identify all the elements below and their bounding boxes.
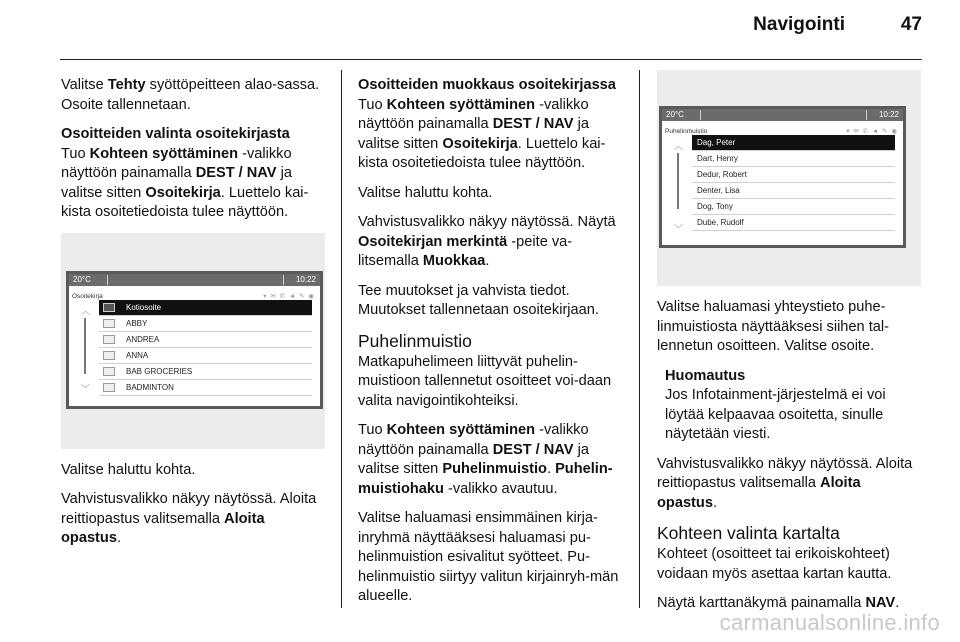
list-item[interactable]	[99, 332, 312, 348]
column-2	[358, 76, 624, 617]
contact-list	[692, 135, 895, 231]
status-bar: 20°C 10:22	[662, 109, 903, 121]
paragraph: Näytä karttanäkymä painamalla NAV.	[657, 595, 900, 611]
note-box	[665, 367, 921, 445]
status-bar: 20°C 10:22	[69, 274, 320, 286]
section-heading: Puhelinmuistio	[358, 330, 472, 351]
contact-icon	[103, 383, 115, 392]
page-number: 47	[900, 14, 922, 35]
list-title: Osoitekirja	[72, 292, 103, 300]
chevron-down-icon: ﹀	[81, 384, 91, 394]
paragraph: Valitse haluttu kohta.	[358, 184, 493, 201]
paragraph: Vahvistusvalikko näkyy näytössä. Aloita reittiopastus valitsemalla Aloita opastus.	[61, 491, 317, 546]
infotainment-screen	[66, 271, 323, 409]
list-item-label: ANNA	[126, 350, 149, 360]
chevron-up-icon: ︿	[674, 141, 684, 151]
paragraph: Vahvistusvalikko näkyy näytössä. Näytä Osoitekirjan merkintä -peite va-litsemalla Muokkaa.	[358, 214, 616, 269]
list-item[interactable]	[692, 135, 895, 151]
scrollbar	[677, 153, 679, 209]
list-item[interactable]	[99, 348, 312, 364]
chevron-down-icon: ﹀	[674, 223, 684, 234]
list-item-label: Denter, Lisa	[697, 186, 740, 195]
list-item-label: Dube, Rudolf	[697, 218, 744, 227]
subheading: Osoitteiden muokkaus osoitekirjassa	[358, 77, 616, 93]
paragraph: Matkapuhelimeen liittyvät puhelin-muistioon tallennetut osoitteet voi-daan valita navigointikohteiksi.	[358, 353, 612, 409]
chevron-up-icon: ︿	[81, 305, 91, 316]
paragraph: Valitse haluamasi yhteystieto puhe-linmuistiosta näyttääksesi siihen tal-lennetun osoitteen. Valitse osoite.	[657, 299, 889, 354]
list-item[interactable]	[692, 199, 895, 215]
column-3	[657, 70, 921, 624]
note-text: Jos Infotainment-järjestelmä ei voi löytää kelpaavaa osoitetta, sinulle näytetään viesti.	[665, 387, 886, 442]
page-header	[0, 0, 960, 60]
list-item[interactable]	[99, 364, 312, 380]
list-item-label: ANDREA	[126, 334, 160, 344]
list-item[interactable]	[692, 183, 895, 199]
screenshot-phonebook	[657, 70, 921, 286]
paragraph: Kohteet (osoitteet tai erikoiskohteet) voidaan myös asettaa kartan kautta.	[657, 546, 892, 582]
list-item[interactable]	[692, 215, 895, 231]
list-item-label: Kotiosoite	[126, 302, 162, 312]
note-title: Huomautus	[665, 367, 746, 384]
list-item-label: BAB GROCERIES	[126, 366, 193, 376]
list-title: Puhelinmuistio	[665, 128, 708, 135]
paragraph: Osoitteiden valinta osoitekirjasta Tuo Kohteen syöttäminen -valikko näyttöön painamalla DEST / NAV ja valitse sitten Osoitekirja. Luettelo kai-kista osoitetiedoista tulee näyttöön.	[61, 126, 309, 220]
paragraph: Valitse haluttu kohta.	[61, 461, 196, 478]
list-item-label: Dart, Henry	[697, 154, 738, 163]
paragraph: Tuo Kohteen syöttäminen -valikko näyttöön painamalla DEST / NAV ja valitse sitten Puhelinmuistio. Puhelin-muistiohaku -valikko avautuu.	[358, 422, 613, 497]
paragraph: Tee muutokset ja vahvista tiedot. Muutokset tallennetaan osoitekirjaan.	[358, 282, 599, 318]
list-item-label: Dedur, Robert	[697, 170, 747, 179]
list-item-label: Dog, Tony	[697, 202, 733, 211]
list-item[interactable]	[99, 380, 312, 396]
paragraph: Vahvistusvalikko näkyy näytössä. Aloita reittiopastus valitsemalla Aloita opastus.	[657, 455, 913, 511]
screenshot-address-book	[61, 233, 325, 449]
watermark: carmanualsonline.info	[719, 610, 940, 635]
contact-icon	[103, 367, 115, 376]
address-list	[99, 300, 312, 396]
page-title: Navigointi	[753, 14, 845, 35]
list-item-label: Dag, Peter	[697, 138, 736, 147]
list-item[interactable]	[692, 167, 895, 183]
infotainment-screen	[659, 106, 906, 248]
contact-icon	[103, 303, 115, 312]
column-divider-1	[341, 70, 342, 608]
contact-icon	[103, 319, 115, 328]
status-icons: ▾ ✉ ✆ ◄ ✎ ◉	[846, 128, 898, 135]
contact-icon	[103, 351, 115, 360]
column-1	[61, 76, 323, 559]
list-item-label: ABBY	[126, 318, 148, 328]
column-divider-2	[639, 70, 640, 608]
header-rule	[60, 59, 922, 60]
section-heading: Kohteen valinta kartalta	[657, 523, 840, 543]
list-item[interactable]	[99, 300, 312, 316]
paragraph: Valitse Tehty syöttöpeitteen alao-sassa. Osoite tallennetaan.	[61, 77, 320, 113]
paragraph: Valitse haluamasi ensimmäinen kirja-inryhmä näyttääksesi haluamasi pu-helinmuistion esivalitut syötteet. Pu-helinmuistio siirtyy valitun kirjainryh-män alueelle.	[358, 510, 619, 604]
list-item-label: BADMINTON	[126, 382, 174, 392]
status-icons: ▾ ✉ ✆ ◄ ✎ ◉	[263, 292, 315, 300]
list-item[interactable]	[99, 316, 312, 332]
paragraph: Osoitteiden muokkaus osoitekirjassa Tuo Kohteen syöttäminen -valikko näyttöön painamalla DEST / NAV ja valitse sitten Osoitekirja. Luettelo kai-kista osoitetiedoista tulee näyttöön.	[358, 77, 616, 171]
list-item[interactable]	[692, 151, 895, 167]
subheading: Osoitteiden valinta osoitekirjasta	[61, 126, 290, 142]
scrollbar	[84, 318, 86, 374]
contact-icon	[103, 335, 115, 344]
